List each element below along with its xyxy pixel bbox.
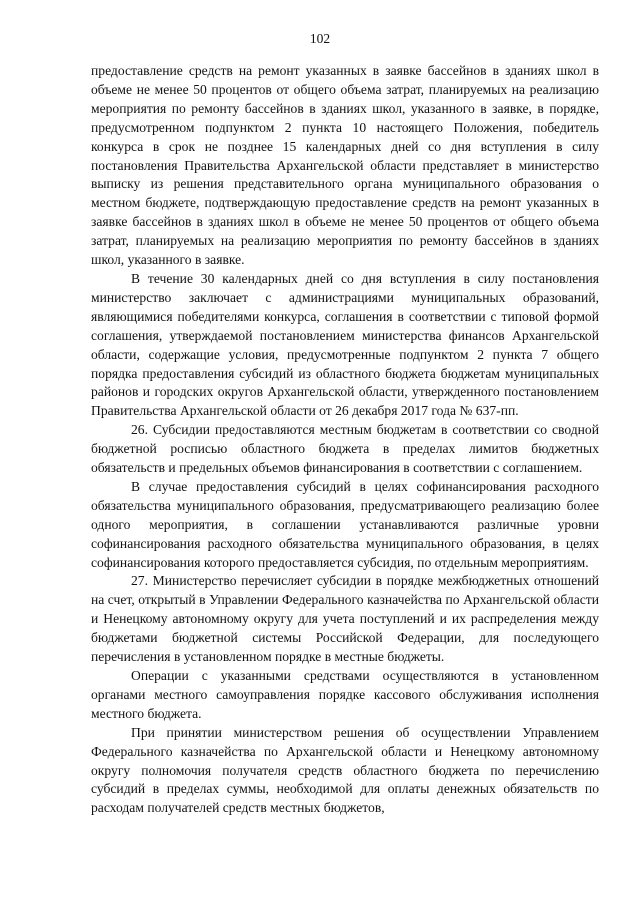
paragraph-1: предоставление средств на ремонт указанных в заявке бассейнов в зданиях школ в объеме не менее 50 процентов от общего объема затрат, планируемых на реализацию мероприятия по ремонту бассейнов в зданиях школ, указанного в заявке, в порядке, предусмотренном подпунктом 2 пункта 10 настоящего Положения, победитель конкурса в срок не позднее 15 календарных дней со дня вступления в силу постановления Правительства Архангельской области представляет в министерство выписку из решения представительного органа муниципального образования о местном бюджете, подтверждающую предоставление средств на ремонт указанных в заявке бассейнов в зданиях школ в объеме не менее 50 процентов от общего объема затрат, планируемых на реализацию мероприятия по ремонту бассейнов в зданиях школ, указанного в заявке.	[91, 63, 599, 268]
paragraph-3: 26. Субсидии предоставляются местным бюджетам в соответствии со сводной бюджетной росписью областного бюджета в пределах лимитов бюджетных обязательств и предельных объемов финансирования в соответствии с соглашением.	[91, 422, 599, 476]
paragraph-7: При принятии министерством решения об осуществлении Управлением Федерального казначейства по Архангельской области и Ненецкому автономному округу полномочия получателя средств областного бюджета по перечислению субсидий в пределах суммы, необходимой для оплаты денежных обязательств по расходам получателей средств местных бюджетов,	[91, 724, 599, 816]
document-body	[91, 62, 599, 818]
page-number: 102	[309, 31, 331, 46]
paragraph-2: В течение 30 календарных дней со дня вступления в силу постановления министерство заключает с администрациями муниципальных образований, являющимися победителями конкурса, соглашения в соответствии с типовой формой соглашения, утверждаемой постановлением министерства финансов Архангельской области, содержащие условия, предусмотренные подпунктом 2 пункта 7 общего порядка предоставления субсидий из областного бюджета бюджетам муниципальных районов и городских округов Архангельской области, утвержденного постановлением Правительства Архангельской области от 26 декабря 2017 года № 637-пп.	[91, 270, 599, 419]
paragraph-6: Операции с указанными средствами осуществляются в установленном органами местного самоуправления порядке кассового обслуживания исполнения местного бюджета.	[91, 668, 599, 721]
paragraph-5: 27. Министерство перечисляет субсидии в порядке межбюджетных отношений на счет, открытый в Управлении Федерального казначейства по Архангельской области и Ненецкому автономному округу для учета поступлений и их распределения между бюджетами бюджетной системы Российской Федерации, для последующего перечисления в установленном порядке в местные бюджеты.	[91, 573, 599, 665]
paragraph-4: В случае предоставления субсидий в целях софинансирования расходного обязательства муниципального образования, предусматривающего реализацию более одного мероприятия, в соглашении устанавливаются различные уровни софинансирования расходного обязательства муниципального образования, в целях софинансирования которого предоставляется субсидия, по отдельным мероприятиям.	[91, 478, 599, 570]
